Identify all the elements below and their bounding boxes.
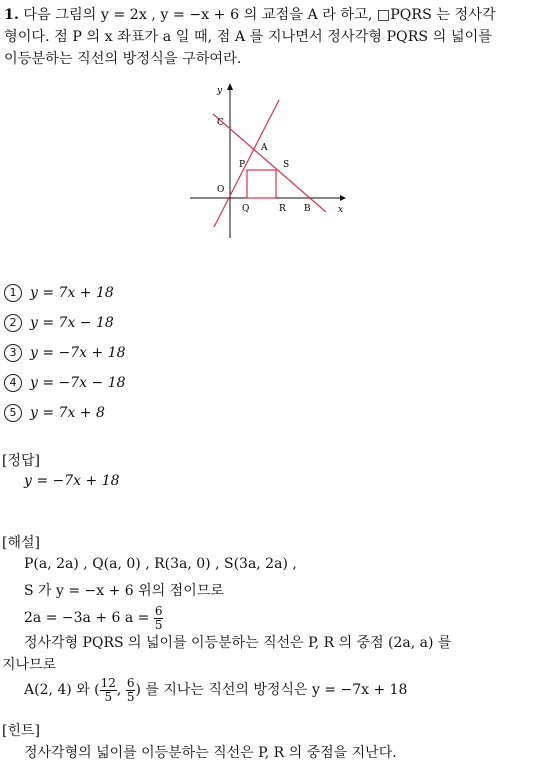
- fraction-12-denominator: 5: [104, 689, 113, 704]
- question-text-1: 다음 그림의 y = 2x , y = −x + 6 의 교점을 A 라 하고, □PQRS 는 정사각: [23, 7, 496, 23]
- label-q: Q: [242, 204, 250, 214]
- explanation-eq-3: 2a = −3a + 6 a =: [24, 610, 150, 626]
- choice-mark-3: 3: [4, 344, 22, 362]
- choice-5[interactable]: [4, 404, 105, 422]
- label-r: R: [279, 204, 286, 214]
- fraction-6b-numerator: 6: [126, 675, 135, 690]
- choice-text-4: y = −7x − 18: [30, 375, 126, 391]
- explanation-eq-6-pre: A(2, 4) 와 (: [24, 682, 100, 698]
- explanation-line-6: [24, 670, 407, 710]
- fraction-12-5: [100, 677, 117, 704]
- answer-text: y = −7x + 18: [24, 473, 120, 489]
- choice-3[interactable]: [4, 344, 126, 362]
- choice-4[interactable]: [4, 374, 126, 392]
- question-line-2: 형이다. 점 P 의 x 좌표가 a 일 때, 점 A 를 지나면서 정사각형 PQRS 의 넓이를: [4, 29, 492, 45]
- label-c: C: [217, 118, 224, 128]
- y-axis-arrow: [227, 83, 233, 90]
- fraction-6-5: [154, 605, 164, 632]
- answer-heading: [정답]: [2, 453, 40, 469]
- choice-text-3: y = −7x + 18: [30, 345, 126, 361]
- hint-heading: [힌트]: [2, 723, 40, 739]
- choice-mark-5: 5: [4, 404, 22, 422]
- explanation-eq-6-sep: ,: [116, 682, 122, 698]
- choice-mark-1: 1: [4, 284, 22, 302]
- choice-mark-4: 4: [4, 374, 22, 392]
- question-number: 1.: [4, 7, 19, 23]
- label-b: B: [304, 204, 311, 214]
- explanation-line-1: P(a, 2a) , Q(a, 0) , R(3a, 0) , S(3a, 2a) ,: [24, 556, 297, 572]
- label-x: x: [338, 205, 344, 215]
- square-pqrs: [247, 170, 276, 198]
- choice-text-5: y = 7x + 8: [30, 405, 105, 421]
- choice-1[interactable]: [4, 284, 114, 302]
- label-a: A: [261, 143, 268, 153]
- question-line-1: [4, 4, 496, 26]
- hint-text: 정사각형의 넓이를 이등분하는 직선은 P, R 의 중점을 지난다.: [24, 745, 397, 761]
- choice-text-2: y = 7x − 18: [30, 315, 114, 331]
- fraction-numerator: 6: [154, 603, 163, 618]
- explanation-line-4: 정사각형 PQRS 의 넓이를 이등분하는 직선은 P, R 의 중점 (2a, a) 를: [24, 635, 452, 651]
- explanation-heading: [해설]: [2, 535, 40, 551]
- label-p: P: [239, 160, 246, 170]
- choice-text-1: y = 7x + 18: [30, 285, 114, 301]
- fraction-6b-denominator: 5: [126, 689, 135, 704]
- x-axis-arrow: [340, 195, 346, 201]
- fraction-12-numerator: 12: [100, 675, 116, 690]
- coordinate-figure: [180, 80, 355, 245]
- choice-mark-2: 2: [4, 314, 22, 332]
- choice-2[interactable]: [4, 314, 114, 332]
- question-line-3: 이등분하는 직선의 방정식을 구하여라.: [4, 51, 242, 67]
- label-y: y: [217, 86, 223, 96]
- explanation-eq-6-post: ) 를 지나는 직선의 방정식은 y = −7x + 18: [135, 682, 408, 698]
- explanation-line-2: S 가 y = −x + 6 위의 점이므로: [24, 583, 224, 599]
- explanation-line-5: 지나므로: [2, 657, 57, 673]
- label-o: O: [217, 185, 225, 195]
- label-s: S: [283, 160, 290, 170]
- fraction-denominator: 5: [154, 617, 163, 632]
